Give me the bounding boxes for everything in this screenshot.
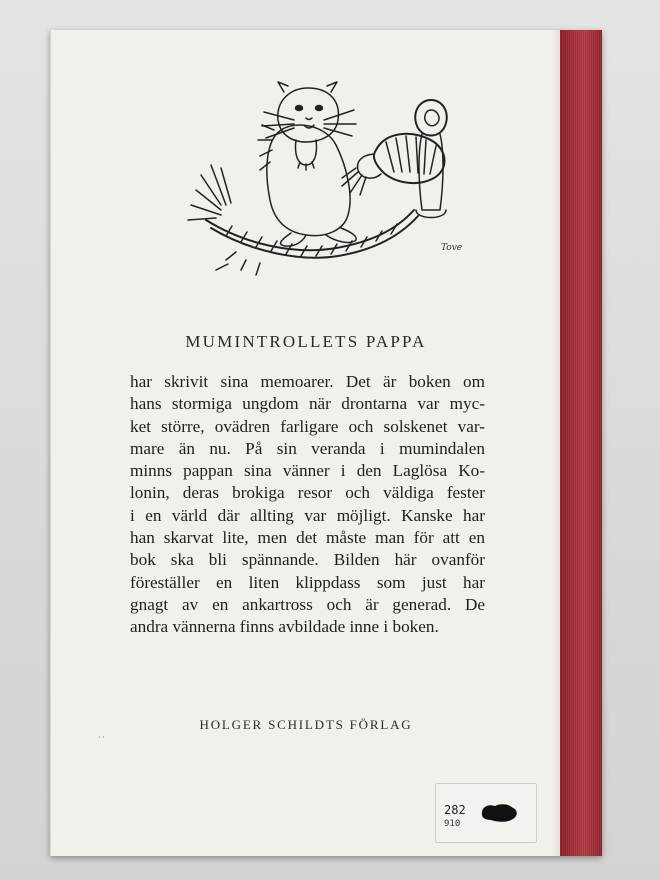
blurb-line: har skrivit sina memoarer. Det är boken om [130, 372, 485, 391]
book-spine [560, 30, 602, 856]
blurb-line: ket större, ovädren farligare och solskenet var- [130, 416, 485, 436]
blurb-line: föreställer en liten klippdass som just har [130, 572, 485, 592]
ink-blot-icon [479, 802, 519, 824]
blurb-text [130, 371, 485, 639]
book-back-cover [50, 30, 602, 856]
blurb-line: bok ska bli spännande. Bilden här ovanför [130, 550, 485, 570]
blurb-line: lonin, deras brokiga resor och väldiga fester [130, 483, 485, 503]
klippdass-illustration-icon [186, 70, 486, 290]
sticker-code-secondary: 910 [444, 819, 461, 829]
blurb-line: mare än nu. På sin veranda i mumindalen [130, 438, 485, 458]
blurb-line: andra vännerna finns avbildade inne i boken. [130, 617, 439, 637]
sticker-code-primary: 282 [444, 803, 466, 817]
book-title: MUMINTROLLETS PAPPA [185, 332, 427, 351]
blurb-line: hans stormiga ungdom när drontarna var myc- [130, 394, 485, 414]
print-speck-mark: · · [98, 733, 105, 742]
blurb-line: han skarvat lite, men det måste man för att en [130, 528, 485, 548]
blurb-line: minns pappan sina vänner i den Laglösa Ko- [130, 461, 485, 481]
blurb-line: i en värld där allting var möjligt. Kanske har [130, 505, 485, 525]
blurb-line: gnagt av en ankartross och är generad. De [130, 594, 485, 614]
cover-panel [50, 30, 561, 856]
illustration-signature: Tove [441, 243, 463, 253]
publisher-name: HOLGER SCHILDTS FÖRLAG [199, 717, 413, 732]
library-sticker [435, 783, 537, 843]
